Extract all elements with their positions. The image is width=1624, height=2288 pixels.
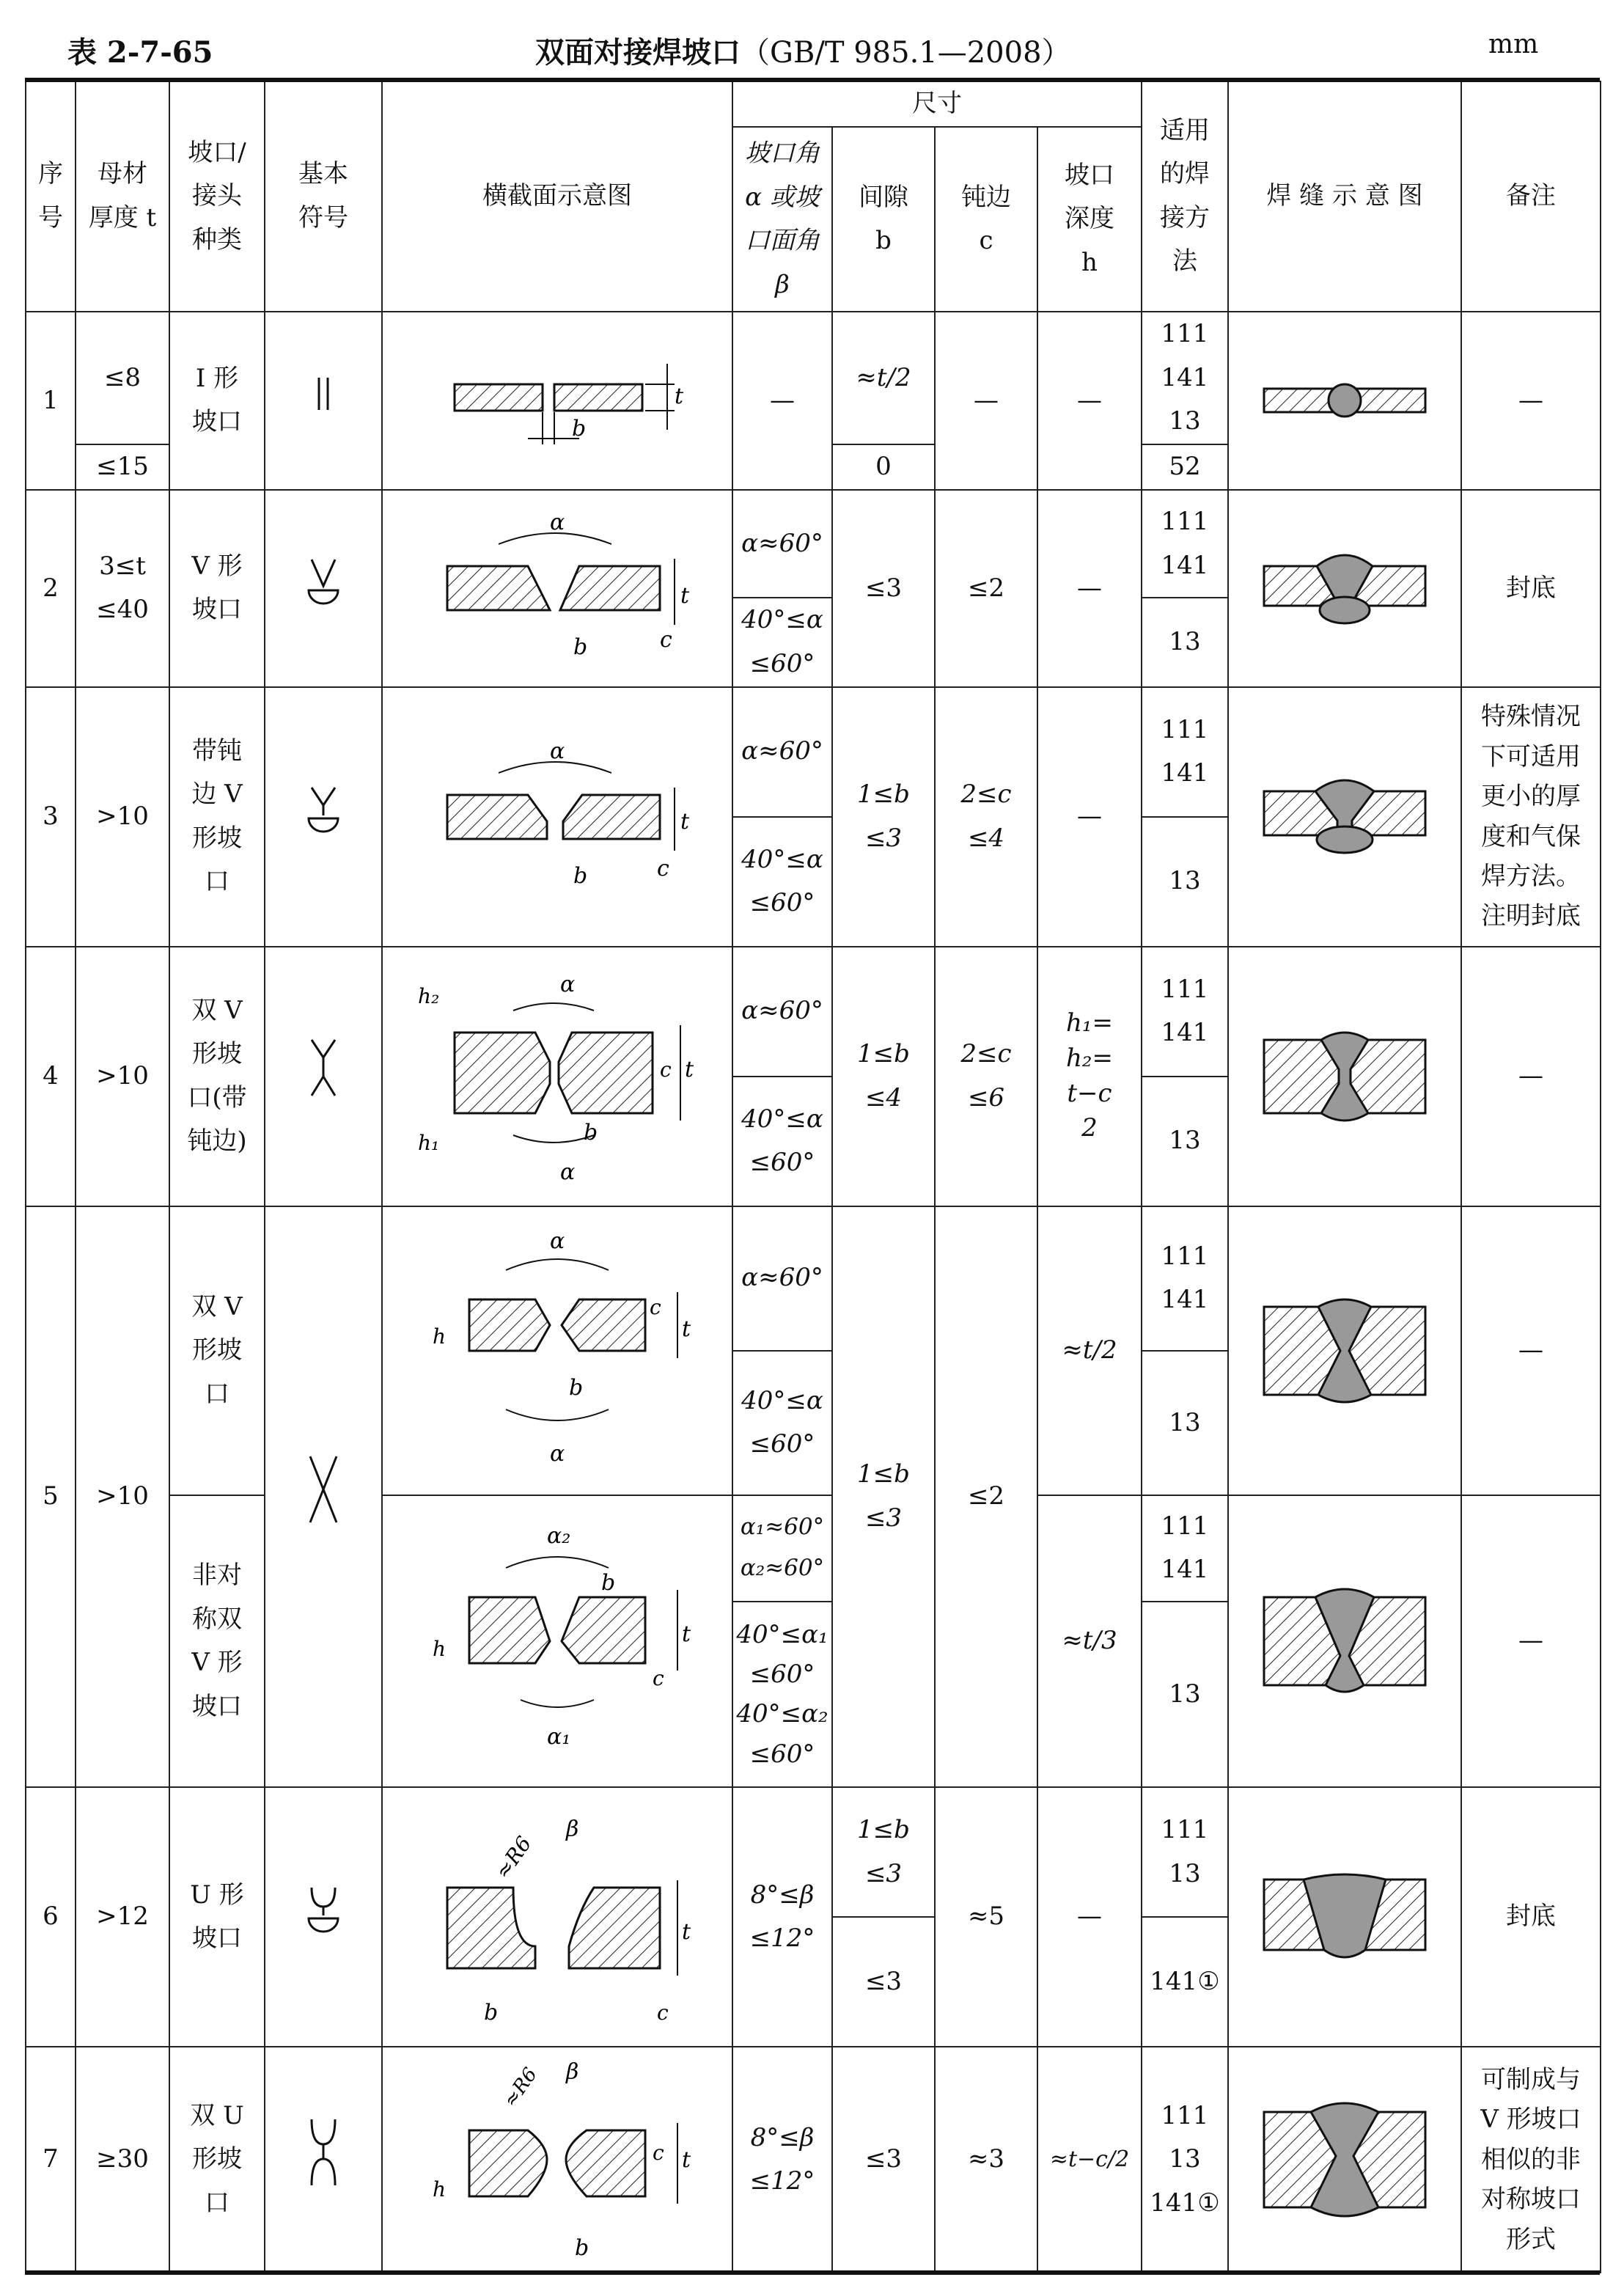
svg-text:b: b <box>573 634 588 661</box>
row3-angle1: α≈60° <box>732 687 832 817</box>
row5b-section-diagram <box>382 1495 732 1787</box>
row5b-proc1: 111 141 <box>1142 1495 1228 1602</box>
row3-weld-svg <box>1257 762 1433 872</box>
header-section: 横截面示意图 <box>382 81 732 312</box>
row6-t: >12 <box>76 1787 169 2047</box>
row7-weld-diagram <box>1228 2047 1461 2273</box>
row2-gap: ≤3 <box>832 490 935 687</box>
row4-type: 双 V 形坡 口(带 钝边) <box>169 947 265 1206</box>
row1-proc2: 52 <box>1142 444 1228 490</box>
unit-label: mm <box>1488 29 1539 59</box>
row4-angle1: α≈60° <box>732 947 832 1077</box>
svg-text:t: t <box>680 808 690 835</box>
double-y-symbol-icon <box>301 1033 345 1106</box>
row6-root: ≈5 <box>935 1787 1037 2047</box>
svg-text:b: b <box>575 2235 589 2262</box>
row2-section-svg <box>403 500 711 676</box>
row7-t: ≥30 <box>76 2047 169 2273</box>
row5a-proc2: 13 <box>1142 1351 1228 1495</box>
groove-table <box>25 81 1601 2273</box>
row6-symbol <box>265 1787 382 2047</box>
svg-text:t: t <box>675 384 684 410</box>
row1-t2: ≤15 <box>76 444 169 490</box>
svg-text:h: h <box>433 2177 447 2202</box>
row3-root: 2≤c ≤4 <box>935 687 1037 947</box>
row5a-angle1: α≈60° <box>732 1206 832 1351</box>
row4-section-svg <box>403 959 711 1194</box>
row7-symbol <box>265 2047 382 2273</box>
row2-weld-diagram <box>1228 490 1461 687</box>
row7-gap: ≤3 <box>832 2047 935 2273</box>
row3-proc2: 13 <box>1142 817 1228 947</box>
row1-t1: ≤8 <box>76 312 169 445</box>
row5b-weld-svg <box>1257 1575 1433 1707</box>
row4-weld-svg <box>1257 1018 1433 1135</box>
svg-text:b: b <box>569 1374 584 1401</box>
table-bottom-rule <box>25 2270 1600 2275</box>
row4-proc2: 13 <box>1142 1077 1228 1206</box>
row2-proc1: 111 141 <box>1142 490 1228 598</box>
row3-remark: 特殊情况 下可适用 更小的厚 度和气保 焊方法。 注明封底 <box>1461 687 1601 947</box>
svg-text:c: c <box>660 627 672 653</box>
row5b-angle2: 40°≤α₁ ≤60° 40°≤α₂ ≤60° <box>732 1602 832 1787</box>
row7-remark: 可制成与 V 形坡口 相似的非 对称坡口 形式 <box>1461 2047 1601 2273</box>
row1-gap1: ≈t/2 <box>832 312 935 445</box>
svg-text:α: α <box>550 1440 565 1467</box>
row4-gap: 1≤b ≤4 <box>832 947 935 1206</box>
table-number: 表 2-7-65 <box>67 35 213 70</box>
row1-proc1: 111 141 13 <box>1142 312 1228 445</box>
svg-text:c: c <box>657 855 669 881</box>
row6-weld-diagram <box>1228 1787 1461 2047</box>
svg-text:α: α <box>550 1228 565 1254</box>
row3-symbol <box>265 687 382 947</box>
row5a-depth: ≈t/2 <box>1037 1206 1142 1495</box>
row1-section-svg <box>403 327 711 474</box>
table-title <box>535 29 1071 71</box>
row5a-weld-svg <box>1257 1285 1433 1417</box>
row5a-section-diagram <box>382 1206 732 1495</box>
svg-text:h₁: h₁ <box>418 1130 440 1155</box>
svg-text:h: h <box>433 1637 447 1661</box>
row6-section-diagram <box>382 1787 732 2047</box>
double-v-symbol-icon <box>301 1449 345 1530</box>
row4-depth: h₁= h₂= t−c 2 <box>1037 947 1142 1206</box>
row5b-section-svg <box>403 1509 711 1773</box>
header-process: 适用 的焊 接方 法 <box>1142 81 1228 312</box>
row6-no: 6 <box>26 1787 76 2047</box>
row4-no: 4 <box>26 947 76 1206</box>
svg-text:α: α <box>550 510 565 536</box>
row2-symbol <box>265 490 382 687</box>
header-depth: 坡口 深度 h <box>1037 127 1142 311</box>
double-u-symbol-icon <box>301 2112 345 2193</box>
row1-angle: — <box>732 312 832 490</box>
svg-text:α₁: α₁ <box>547 1724 571 1750</box>
row2-angle1: α≈60° <box>732 490 832 598</box>
row2-no: 2 <box>26 490 76 687</box>
row2-t: 3≤t ≤40 <box>76 490 169 687</box>
row5-gap: 1≤b ≤3 <box>832 1206 935 1787</box>
row5a-section-svg <box>403 1219 711 1483</box>
v-groove-symbol-icon <box>301 552 345 611</box>
row4-t: >10 <box>76 947 169 1206</box>
svg-text:b: b <box>573 862 588 889</box>
row5a-weld-diagram <box>1228 1206 1461 1495</box>
row1-root: — <box>935 312 1037 490</box>
svg-text:t: t <box>682 1316 691 1342</box>
header-symbol: 基本 符号 <box>265 81 382 312</box>
row3-depth: — <box>1037 687 1142 947</box>
svg-text:t: t <box>682 1621 691 1647</box>
row3-type: 带钝 边 V 形坡 口 <box>169 687 265 947</box>
row2-section-diagram <box>382 490 732 687</box>
row4-remark: — <box>1461 947 1601 1206</box>
svg-text:t: t <box>680 583 690 609</box>
svg-text:t: t <box>682 1919 691 1946</box>
row7-proc: 111 13 141① <box>1142 2047 1228 2273</box>
row1-depth: — <box>1037 312 1142 490</box>
row6-weld-svg <box>1257 1855 1433 1979</box>
row5a-proc1: 111 141 <box>1142 1206 1228 1351</box>
row6-proc2: 141① <box>1142 1917 1228 2047</box>
row1-no: 1 <box>26 312 76 490</box>
row5-type-b: 非对 称双 V 形 坡口 <box>169 1495 265 1787</box>
row5b-weld-diagram <box>1228 1495 1461 1787</box>
svg-text:h: h <box>433 1324 447 1349</box>
row7-section-diagram <box>382 2047 732 2273</box>
row7-weld-svg <box>1257 2090 1433 2229</box>
row7-depth: ≈t−c/2 <box>1037 2047 1142 2273</box>
row2-remark: 封底 <box>1461 490 1601 687</box>
row1-weld-svg <box>1257 371 1433 430</box>
row2-proc2: 13 <box>1142 598 1228 687</box>
header-angle: 坡口角 α 或坡 口面角 β <box>732 127 832 311</box>
svg-text:α₂: α₂ <box>547 1523 571 1549</box>
svg-text:c: c <box>650 1294 661 1319</box>
row5b-proc2: 13 <box>1142 1602 1228 1787</box>
row3-section-diagram <box>382 687 732 947</box>
row3-no: 3 <box>26 687 76 947</box>
row6-section-svg <box>403 1800 711 2034</box>
row2-type: V 形 坡口 <box>169 490 265 687</box>
header-groove-type: 坡口/ 接头 种类 <box>169 81 265 312</box>
svg-text:≈R6: ≈R6 <box>499 2064 542 2112</box>
u-groove-symbol-icon <box>301 1880 345 1939</box>
svg-text:β: β <box>566 1816 579 1843</box>
row5-type-a: 双 V 形坡 口 <box>169 1206 265 1495</box>
row5-root: ≤2 <box>935 1206 1037 1787</box>
title-text: 双面对接焊坡口 <box>535 35 741 70</box>
row1-type: I 形 坡口 <box>169 312 265 490</box>
svg-text:t: t <box>685 1056 694 1082</box>
svg-text:t: t <box>682 2147 691 2174</box>
row7-angle: 8°≤β ≤12° <box>732 2047 832 2273</box>
row6-type: U 形 坡口 <box>169 1787 265 2047</box>
row1-remark: — <box>1461 312 1601 490</box>
svg-text:c: c <box>653 2141 664 2166</box>
row6-gap2: ≤3 <box>832 1917 935 2047</box>
row5-no: 5 <box>26 1206 76 1787</box>
row3-t: >10 <box>76 687 169 947</box>
row5b-angle1: α₁≈60° α₂≈60° <box>732 1495 832 1602</box>
row6-remark: 封底 <box>1461 1787 1601 2047</box>
svg-text:b: b <box>601 1570 616 1596</box>
row1-gap2: 0 <box>832 444 935 490</box>
row4-weld-diagram <box>1228 947 1461 1206</box>
row5b-depth: ≈t/3 <box>1037 1495 1142 1787</box>
svg-text:b: b <box>572 416 587 442</box>
i-groove-symbol-icon <box>301 372 345 416</box>
svg-text:≈R6: ≈R6 <box>490 1832 537 1884</box>
header-remark: 备注 <box>1461 81 1601 312</box>
row6-proc1: 111 13 <box>1142 1787 1228 1917</box>
row1-symbol <box>265 312 382 490</box>
row4-section-diagram <box>382 947 732 1206</box>
row1-section-diagram <box>382 312 732 490</box>
row7-type: 双 U 形坡 口 <box>169 2047 265 2273</box>
row4-symbol <box>265 947 382 1206</box>
header-root: 钝边 c <box>935 127 1037 311</box>
row3-weld-diagram <box>1228 687 1461 947</box>
header-no: 序 号 <box>26 81 76 312</box>
svg-text:c: c <box>657 2001 669 2025</box>
row6-gap1: 1≤b ≤3 <box>832 1787 935 1917</box>
svg-text:c: c <box>653 1666 664 1690</box>
svg-text:h₂: h₂ <box>418 983 440 1008</box>
row2-depth: — <box>1037 490 1142 687</box>
row6-angle: 8°≤β ≤12° <box>732 1787 832 2047</box>
row5-t: >10 <box>76 1206 169 1787</box>
header-gap: 间隙 b <box>832 127 935 311</box>
row1-weld-diagram <box>1228 312 1461 490</box>
row7-no: 7 <box>26 2047 76 2273</box>
svg-text:α: α <box>560 1159 576 1185</box>
row6-depth: — <box>1037 1787 1142 2047</box>
svg-text:c: c <box>660 1057 672 1082</box>
row4-root: 2≤c ≤6 <box>935 947 1037 1206</box>
y-groove-symbol-icon <box>301 780 345 839</box>
row3-angle2: 40°≤α ≤60° <box>732 817 832 947</box>
row3-section-svg <box>403 722 711 912</box>
row5-symbol <box>265 1206 382 1787</box>
row7-section-svg <box>403 2050 711 2270</box>
row2-angle2: 40°≤α ≤60° <box>732 598 832 687</box>
standard-code: （GB/T 985.1—2008） <box>741 36 1071 70</box>
header-dims: 尺寸 <box>732 81 1142 127</box>
svg-text:β: β <box>566 2059 579 2086</box>
row3-gap: 1≤b ≤3 <box>832 687 935 947</box>
svg-text:b: b <box>584 1119 598 1145</box>
row4-proc1: 111 141 <box>1142 947 1228 1077</box>
row5a-angle2: 40°≤α ≤60° <box>732 1351 832 1495</box>
row2-weld-svg <box>1257 537 1433 639</box>
row4-angle2: 40°≤α ≤60° <box>732 1077 832 1206</box>
svg-text:α: α <box>550 738 565 764</box>
svg-text:b: b <box>484 2000 499 2026</box>
svg-text:α: α <box>560 971 576 997</box>
header-thickness: 母材 厚度 t <box>76 81 169 312</box>
row5b-remark: — <box>1461 1495 1601 1787</box>
row3-proc1: 111 141 <box>1142 687 1228 817</box>
row7-root: ≈3 <box>935 2047 1037 2273</box>
row5a-remark: — <box>1461 1206 1601 1495</box>
header-weld: 焊 缝 示 意 图 <box>1228 81 1461 312</box>
table-top-rule <box>25 78 1600 82</box>
row2-root: ≤2 <box>935 490 1037 687</box>
